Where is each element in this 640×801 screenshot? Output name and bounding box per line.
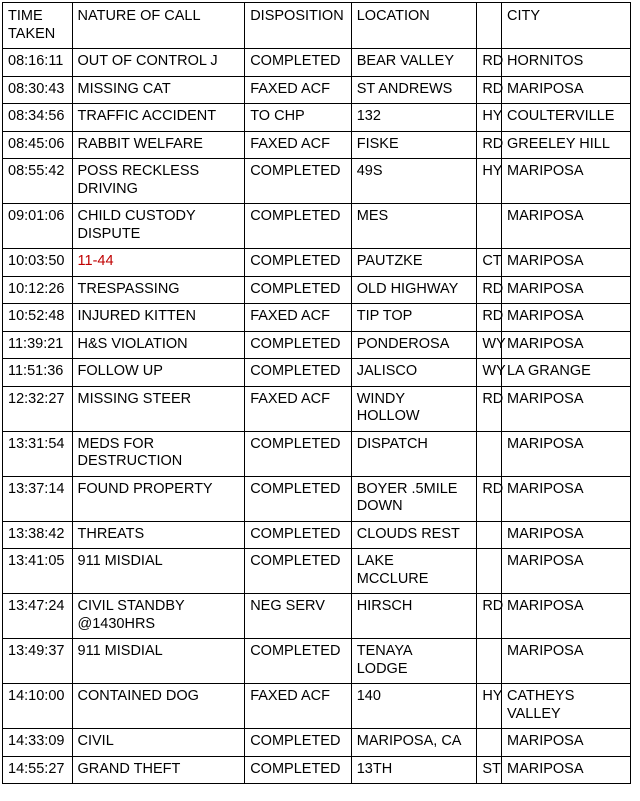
- street-suffix-cell: WY: [477, 331, 502, 359]
- call-log-body: [3, 49, 631, 784]
- nature-of-call-cell: MISSING CAT: [72, 76, 245, 104]
- time-taken-cell: 13:38:42: [3, 521, 73, 549]
- time-taken-cell: 12:32:27: [3, 386, 73, 431]
- nature-of-call-cell: FOLLOW UP: [72, 359, 245, 387]
- street-suffix-cell: [477, 521, 502, 549]
- disposition-cell: FAXED ACF: [245, 131, 352, 159]
- header-city: CITY: [501, 3, 630, 49]
- location-cell: 13TH: [351, 756, 477, 784]
- disposition-cell: COMPLETED: [245, 549, 352, 594]
- street-suffix-cell: [477, 204, 502, 249]
- disposition-cell: COMPLETED: [245, 331, 352, 359]
- call-log-table: [2, 2, 631, 784]
- city-cell: MARIPOSA: [501, 304, 630, 332]
- header-row: [3, 3, 631, 49]
- table-row: [3, 304, 631, 332]
- disposition-cell: FAXED ACF: [245, 76, 352, 104]
- disposition-cell: COMPLETED: [245, 639, 352, 684]
- city-cell: MARIPOSA: [501, 386, 630, 431]
- location-cell: BEAR VALLEY: [351, 49, 477, 77]
- table-row: [3, 756, 631, 784]
- time-taken-cell: 13:41:05: [3, 549, 73, 594]
- nature-of-call-cell: CONTAINED DOG: [72, 684, 245, 729]
- city-cell: CATHEYS VALLEY: [501, 684, 630, 729]
- city-cell: HORNITOS: [501, 49, 630, 77]
- disposition-cell: FAXED ACF: [245, 684, 352, 729]
- location-cell: MES: [351, 204, 477, 249]
- disposition-cell: COMPLETED: [245, 359, 352, 387]
- city-cell: MARIPOSA: [501, 431, 630, 476]
- street-suffix-cell: ST: [477, 756, 502, 784]
- header-time-taken: TIME TAKEN: [3, 3, 73, 49]
- nature-of-call-cell: MISSING STEER: [72, 386, 245, 431]
- table-row: [3, 104, 631, 132]
- city-cell: MARIPOSA: [501, 549, 630, 594]
- time-taken-cell: 10:12:26: [3, 276, 73, 304]
- location-cell: MARIPOSA, CA: [351, 729, 477, 757]
- disposition-cell: COMPLETED: [245, 431, 352, 476]
- disposition-cell: COMPLETED: [245, 476, 352, 521]
- city-cell: MARIPOSA: [501, 204, 630, 249]
- city-cell: MARIPOSA: [501, 521, 630, 549]
- city-cell: COULTERVILLE: [501, 104, 630, 132]
- location-cell: PONDEROSA: [351, 331, 477, 359]
- disposition-cell: COMPLETED: [245, 49, 352, 77]
- street-suffix-cell: WY: [477, 359, 502, 387]
- nature-of-call-cell: TRESPASSING: [72, 276, 245, 304]
- nature-of-call-cell: TRAFFIC ACCIDENT: [72, 104, 245, 132]
- nature-of-call-cell: FOUND PROPERTY: [72, 476, 245, 521]
- city-cell: MARIPOSA: [501, 76, 630, 104]
- nature-of-call-cell: GRAND THEFT: [72, 756, 245, 784]
- street-suffix-cell: RD: [477, 76, 502, 104]
- disposition-cell: COMPLETED: [245, 521, 352, 549]
- street-suffix-cell: RD: [477, 49, 502, 77]
- time-taken-cell: 13:31:54: [3, 431, 73, 476]
- disposition-cell: FAXED ACF: [245, 386, 352, 431]
- location-cell: HIRSCH: [351, 594, 477, 639]
- table-row: [3, 639, 631, 684]
- time-taken-cell: 11:39:21: [3, 331, 73, 359]
- time-taken-cell: 13:47:24: [3, 594, 73, 639]
- city-cell: LA GRANGE: [501, 359, 630, 387]
- nature-of-call-cell: MEDS FOR DESTRUCTION: [72, 431, 245, 476]
- table-row: [3, 159, 631, 204]
- time-taken-cell: 14:33:09: [3, 729, 73, 757]
- time-taken-cell: 14:10:00: [3, 684, 73, 729]
- city-cell: MARIPOSA: [501, 729, 630, 757]
- nature-of-call-cell: 911 MISDIAL: [72, 549, 245, 594]
- time-taken-cell: 13:37:14: [3, 476, 73, 521]
- time-taken-cell: 08:34:56: [3, 104, 73, 132]
- header-disposition: DISPOSITION: [245, 3, 352, 49]
- location-cell: JALISCO: [351, 359, 477, 387]
- city-cell: MARIPOSA: [501, 639, 630, 684]
- nature-of-call-cell: POSS RECKLESS DRIVING: [72, 159, 245, 204]
- header-location: LOCATION: [351, 3, 477, 49]
- time-taken-cell: 09:01:06: [3, 204, 73, 249]
- street-suffix-cell: RD: [477, 476, 502, 521]
- city-cell: GREELEY HILL: [501, 131, 630, 159]
- location-cell: 140: [351, 684, 477, 729]
- time-taken-cell: 13:49:37: [3, 639, 73, 684]
- time-taken-cell: 11:51:36: [3, 359, 73, 387]
- nature-of-call-cell: 911 MISDIAL: [72, 639, 245, 684]
- table-row: [3, 76, 631, 104]
- street-suffix-cell: HY: [477, 684, 502, 729]
- nature-of-call-cell: H&S VIOLATION: [72, 331, 245, 359]
- table-row: [3, 331, 631, 359]
- table-row: [3, 729, 631, 757]
- time-taken-cell: 10:52:48: [3, 304, 73, 332]
- table-row: [3, 49, 631, 77]
- table-row: [3, 386, 631, 431]
- time-taken-cell: 08:16:11: [3, 49, 73, 77]
- location-cell: 49S: [351, 159, 477, 204]
- location-cell: FISKE: [351, 131, 477, 159]
- disposition-cell: COMPLETED: [245, 204, 352, 249]
- city-cell: MARIPOSA: [501, 249, 630, 277]
- time-taken-cell: 10:03:50: [3, 249, 73, 277]
- table-row: [3, 249, 631, 277]
- street-suffix-cell: RD: [477, 276, 502, 304]
- table-row: [3, 431, 631, 476]
- time-taken-cell: 08:55:42: [3, 159, 73, 204]
- city-cell: MARIPOSA: [501, 159, 630, 204]
- time-taken-cell: 14:55:27: [3, 756, 73, 784]
- location-cell: TENAYA LODGE: [351, 639, 477, 684]
- street-suffix-cell: RD: [477, 131, 502, 159]
- city-cell: MARIPOSA: [501, 476, 630, 521]
- street-suffix-cell: [477, 431, 502, 476]
- disposition-cell: TO CHP: [245, 104, 352, 132]
- disposition-cell: COMPLETED: [245, 756, 352, 784]
- header-street-suffix: [477, 3, 502, 49]
- disposition-cell: FAXED ACF: [245, 304, 352, 332]
- street-suffix-cell: HY: [477, 159, 502, 204]
- street-suffix-cell: [477, 549, 502, 594]
- street-suffix-cell: HY: [477, 104, 502, 132]
- table-row: [3, 359, 631, 387]
- disposition-cell: COMPLETED: [245, 276, 352, 304]
- street-suffix-cell: [477, 639, 502, 684]
- location-cell: PAUTZKE: [351, 249, 477, 277]
- location-cell: OLD HIGHWAY: [351, 276, 477, 304]
- disposition-cell: COMPLETED: [245, 729, 352, 757]
- street-suffix-cell: [477, 729, 502, 757]
- city-cell: MARIPOSA: [501, 594, 630, 639]
- header-nature-of-call: NATURE OF CALL: [72, 3, 245, 49]
- location-cell: ST ANDREWS: [351, 76, 477, 104]
- nature-of-call-cell: THREATS: [72, 521, 245, 549]
- nature-of-call-cell: 11-44: [72, 249, 245, 277]
- nature-of-call-cell: CIVIL STANDBY @1430HRS: [72, 594, 245, 639]
- street-suffix-cell: RD: [477, 386, 502, 431]
- street-suffix-cell: CT: [477, 249, 502, 277]
- street-suffix-cell: RD: [477, 594, 502, 639]
- location-cell: LAKE MCCLURE: [351, 549, 477, 594]
- location-cell: BOYER .5MILE DOWN: [351, 476, 477, 521]
- table-row: [3, 204, 631, 249]
- disposition-cell: COMPLETED: [245, 249, 352, 277]
- table-row: [3, 131, 631, 159]
- city-cell: MARIPOSA: [501, 331, 630, 359]
- city-cell: MARIPOSA: [501, 756, 630, 784]
- nature-of-call-cell: CHILD CUSTODY DISPUTE: [72, 204, 245, 249]
- table-row: [3, 594, 631, 639]
- nature-of-call-cell: RABBIT WELFARE: [72, 131, 245, 159]
- disposition-cell: COMPLETED: [245, 159, 352, 204]
- table-row: [3, 476, 631, 521]
- location-cell: 132: [351, 104, 477, 132]
- disposition-cell: NEG SERV: [245, 594, 352, 639]
- table-row: [3, 684, 631, 729]
- time-taken-cell: 08:30:43: [3, 76, 73, 104]
- location-cell: CLOUDS REST: [351, 521, 477, 549]
- table-row: [3, 521, 631, 549]
- nature-of-call-cell: INJURED KITTEN: [72, 304, 245, 332]
- street-suffix-cell: RD: [477, 304, 502, 332]
- nature-of-call-cell: CIVIL: [72, 729, 245, 757]
- time-taken-cell: 08:45:06: [3, 131, 73, 159]
- location-cell: DISPATCH: [351, 431, 477, 476]
- table-row: [3, 549, 631, 594]
- location-cell: WINDY HOLLOW: [351, 386, 477, 431]
- location-cell: TIP TOP: [351, 304, 477, 332]
- city-cell: MARIPOSA: [501, 276, 630, 304]
- table-row: [3, 276, 631, 304]
- nature-of-call-cell: OUT OF CONTROL J: [72, 49, 245, 77]
